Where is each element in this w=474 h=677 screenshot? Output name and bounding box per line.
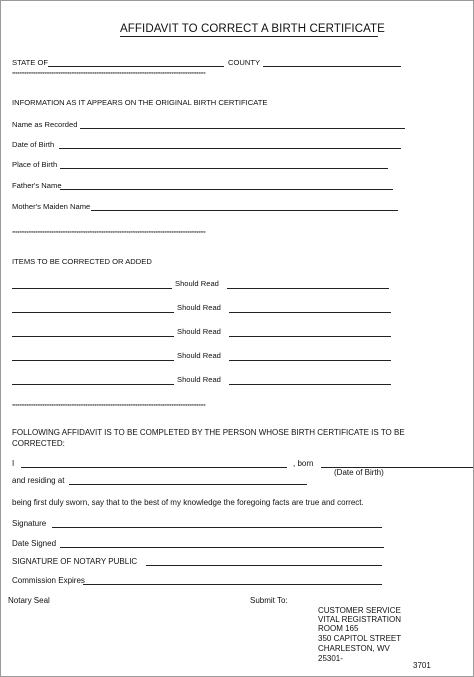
mothers-maiden-name-label: Mother's Maiden Name [12,202,91,211]
place-of-birth-field[interactable] [60,168,388,169]
affiant-i-label: I [12,459,15,468]
state-field[interactable] [48,66,224,67]
notary-signature-field[interactable] [146,565,382,566]
commission-expires-label: Commission Expires [12,576,85,585]
correction-field[interactable] [227,288,389,289]
section-corrections-heading: ITEMS TO BE CORRECTED OR ADDED [12,257,152,266]
section-affidavit-heading: FOLLOWING AFFIDAVIT IS TO BE COMPLETED BY THE PERSON WHOSE BIRTH CERTIFICATE IS TO BE [12,428,405,437]
commission-expires-field[interactable] [83,584,382,585]
place-of-birth-label: Place of Birth [12,160,58,169]
correction-field[interactable] [229,312,391,313]
should-read-label: Should Read [177,327,221,336]
section-original-heading: INFORMATION AS IT APPEARS ON THE ORIGINAL BIRTH CERTIFICATE [12,98,268,107]
affiant-name-field[interactable] [21,467,287,468]
name-as-recorded-label: Name as Recorded [12,120,78,129]
correction-field[interactable] [229,360,391,361]
should-read-label: Should Read [177,303,221,312]
correction-field[interactable] [229,384,391,385]
fathers-name-label: Father's Name [12,181,62,190]
date-signed-label: Date Signed [12,539,57,548]
address-line: CUSTOMER SERVICE [318,606,401,615]
signature-field[interactable] [52,527,382,528]
state-label: STATE OF [12,58,48,67]
date-of-birth-label: Date of Birth [12,140,55,149]
born-label: , born [293,459,314,468]
address-line: 25301- [318,654,343,663]
notary-seal-label: Notary Seal [8,596,50,605]
item-field[interactable] [12,384,174,385]
item-field[interactable] [12,360,174,361]
correction-field[interactable] [229,336,391,337]
address-line: CHARLESTON, WV [318,644,390,653]
title-underline [120,36,378,37]
separator-stars: ************************************************************************************************************ [12,404,206,410]
date-signed-field[interactable] [60,547,384,548]
address-line: 350 CAPITOL STREET [318,634,402,643]
signature-label: Signature [12,519,47,528]
separator-stars: ************************************************************************************************************ [12,231,206,237]
separator-stars: ************************************************************************************************************ [12,72,206,78]
date-of-birth-field[interactable] [59,148,401,149]
should-read-label: Should Read [177,351,221,360]
residence-field[interactable] [69,484,307,485]
submit-to-label: Submit To: [250,596,288,605]
dob-caption: (Date of Birth) [334,468,384,477]
section-affidavit-heading-cont: CORRECTED: [12,439,65,448]
item-field[interactable] [12,336,174,337]
county-field[interactable] [263,66,401,67]
should-read-label: Should Read [175,279,219,288]
form-number: 3701 [413,661,431,670]
item-field[interactable] [12,312,174,313]
address-line: VITAL REGISTRATION [318,615,401,624]
should-read-label: Should Read [177,375,221,384]
address-line: ROOM 165 [318,624,359,633]
fathers-name-field[interactable] [60,189,393,190]
notary-signature-label: SIGNATURE OF NOTARY PUBLIC [12,557,138,566]
item-field[interactable] [12,288,172,289]
county-label: COUNTY [228,58,261,67]
name-as-recorded-field[interactable] [80,128,405,129]
residing-label: and residing at [12,476,65,485]
form-title: AFFIDAVIT TO CORRECT A BIRTH CERTIFICATE [120,23,385,35]
sworn-statement: being first duly sworn, say that to the best of my knowledge the foregoing facts are true and correct. [12,498,364,507]
mothers-maiden-name-field[interactable] [91,210,398,211]
